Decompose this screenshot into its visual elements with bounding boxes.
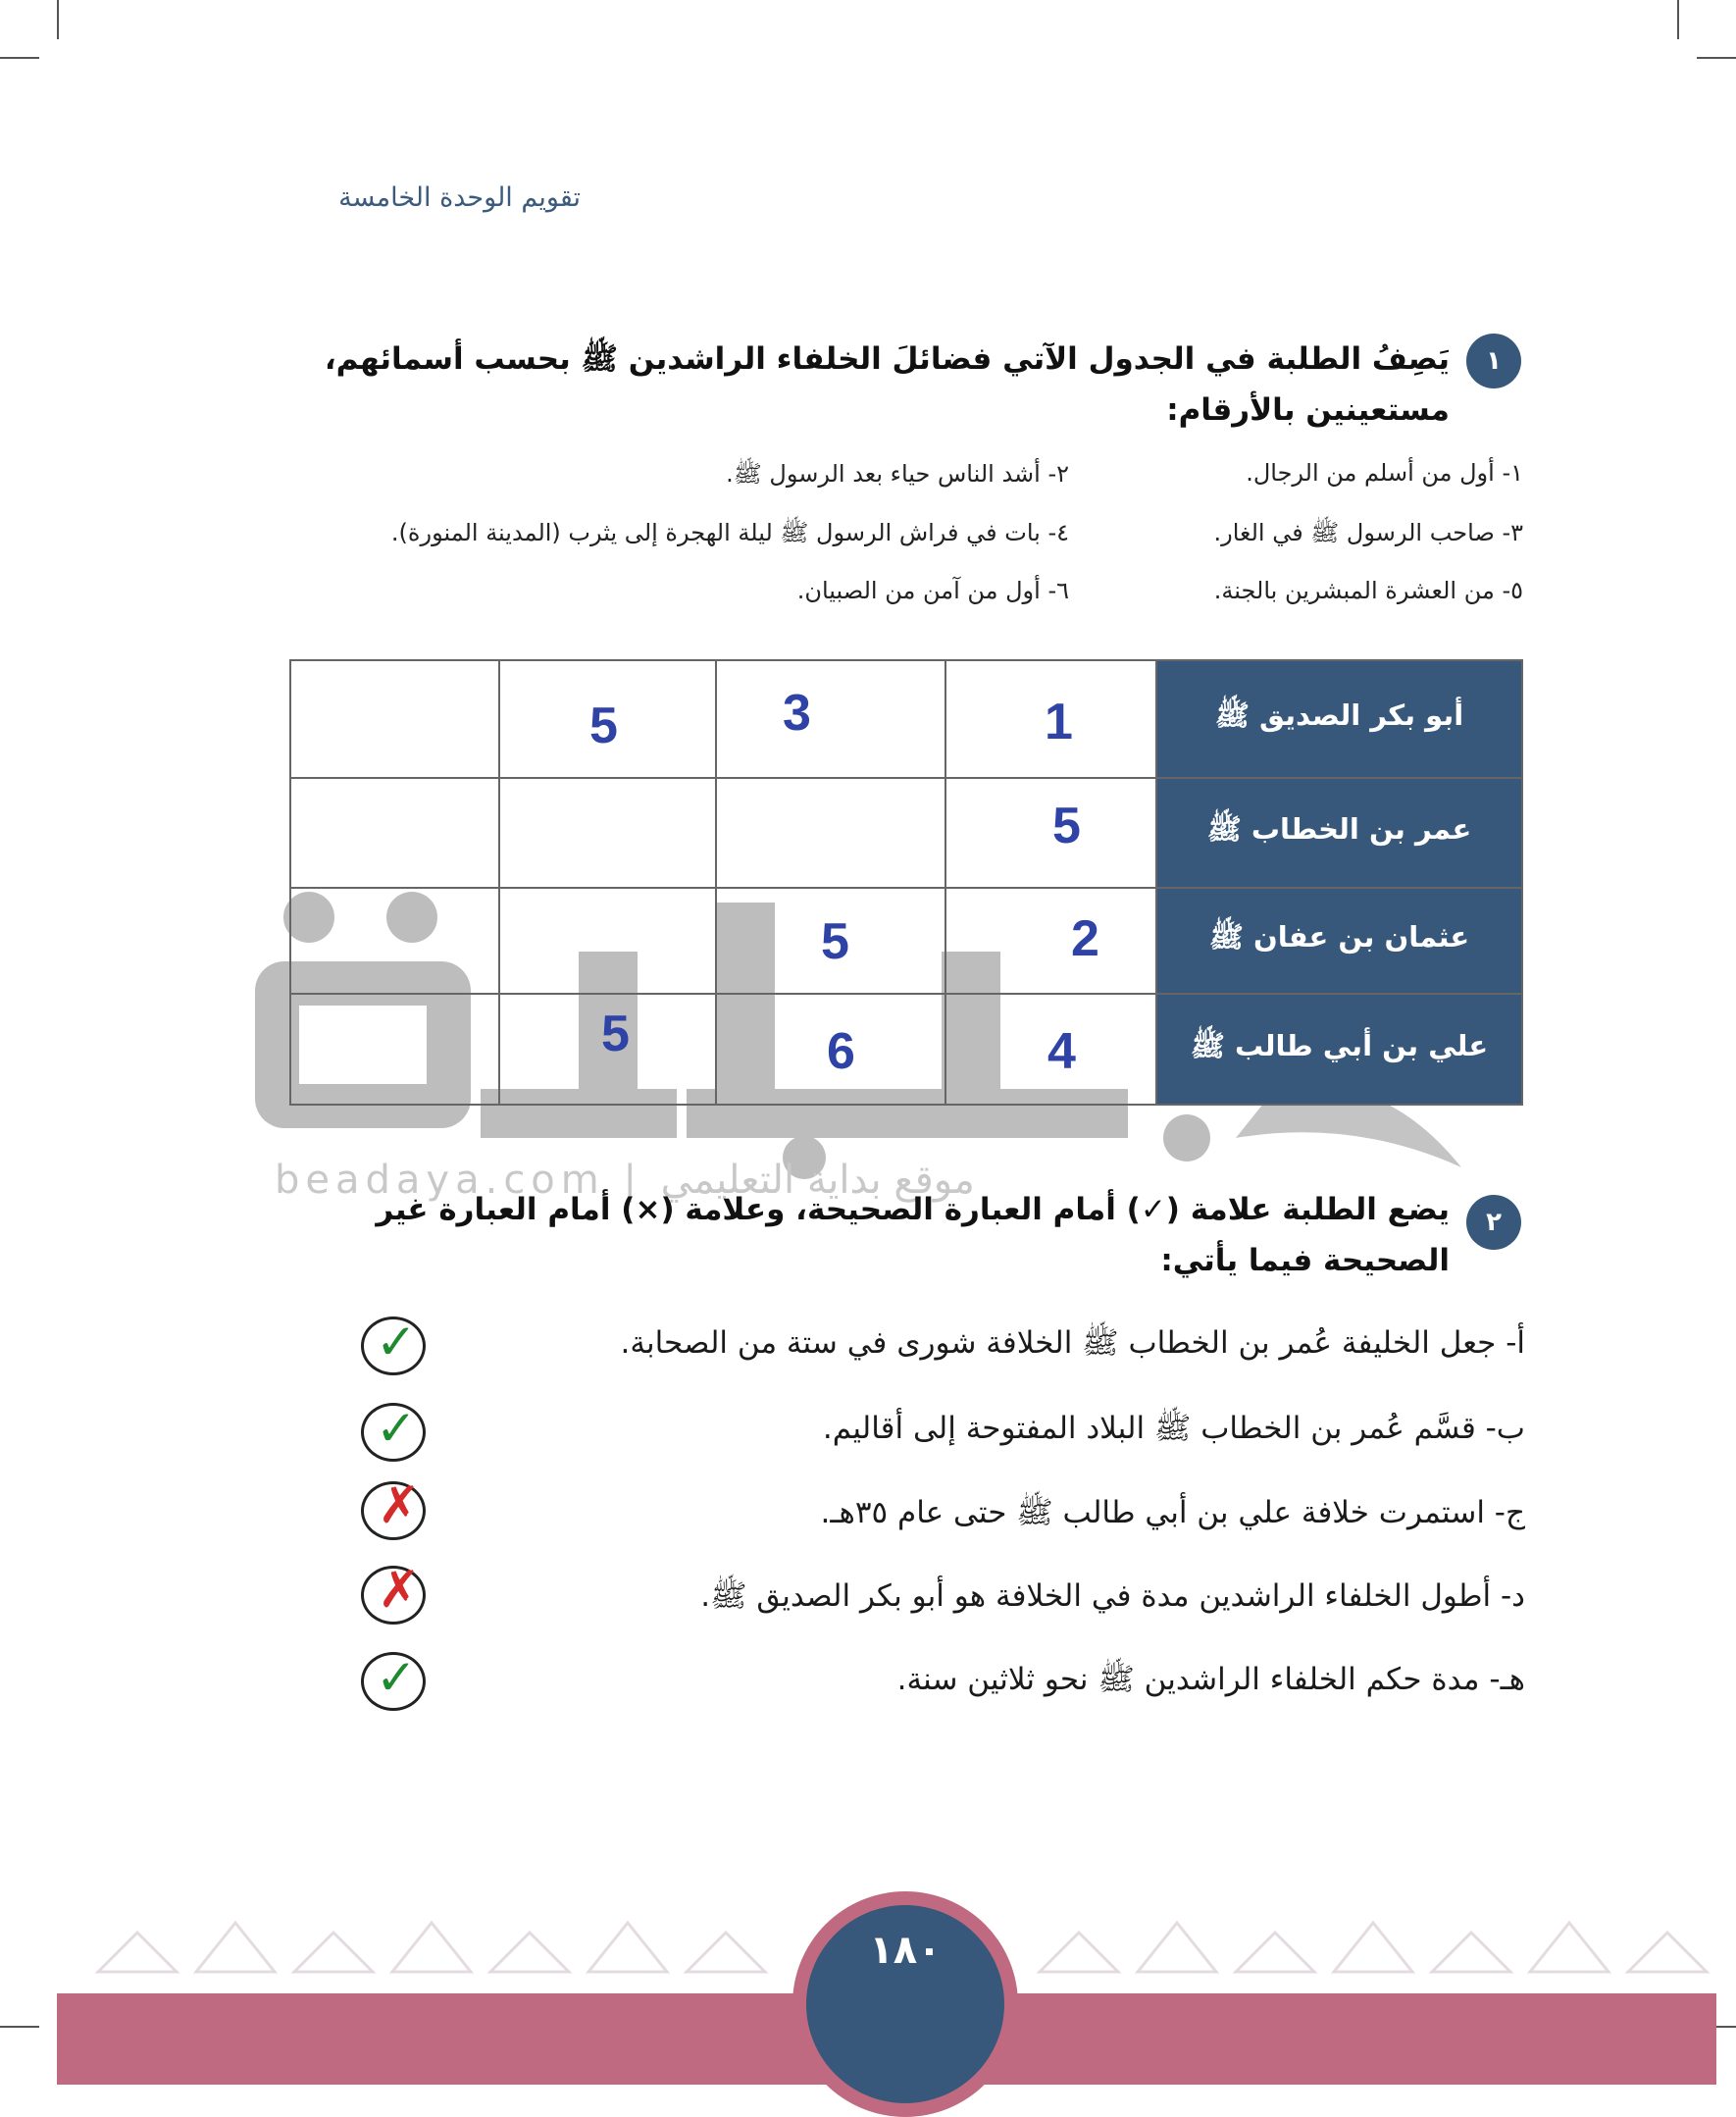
check-icon: ✓	[376, 1649, 417, 1706]
statement-b: ب- قسَّم عُمر بن الخطاب ﷺ البلاد المفتوحة إلى أقاليم.	[822, 1411, 1525, 1446]
answer-cell	[715, 659, 946, 779]
crop-mark	[1677, 0, 1679, 39]
question-1-badge: ١	[1466, 334, 1521, 388]
question-2-badge: ٢	[1466, 1195, 1521, 1250]
cross-icon: ✗	[378, 1476, 421, 1535]
crop-mark	[57, 0, 59, 39]
cross-mark-answer	[361, 1476, 426, 1540]
answer-number: 1	[1045, 694, 1073, 750]
statement-d: د- أطول الخلفاء الراشدين مدة في الخلافة هو أبو بكر الصديق ﷺ.	[700, 1578, 1525, 1614]
statement-e: هـ- مدة حكم الخلفاء الراشدين ﷺ نحو ثلاثين سنة.	[896, 1662, 1525, 1697]
crop-mark	[1697, 57, 1736, 59]
question-1-line-1: يَصِفُ الطلبة في الجدول الآتي فضائلَ الخلفاء الراشدين ﷺ بحسب أسمائهم،	[324, 341, 1450, 377]
check-icon: ✓	[376, 1314, 417, 1370]
crop-mark	[0, 57, 39, 59]
question-1-line-2: مستعينين بالأرقام:	[1166, 392, 1450, 428]
trait-item-1: ١- أول من أسلم من الرجال.	[1246, 459, 1523, 487]
trait-item-2: ٢- أشد الناس حياء بعد الرسول ﷺ.	[726, 460, 1069, 488]
answer-number: 5	[1052, 798, 1081, 854]
check-icon: ✓	[376, 1400, 417, 1457]
caliph-name-cell: أبو بكر الصديق ﷺ	[1155, 659, 1523, 779]
trait-item-3: ٣- صاحب الرسول ﷺ في الغار.	[1213, 519, 1523, 546]
answer-cell	[289, 887, 500, 995]
page-number: ١٨٠	[869, 1928, 942, 1973]
answer-cell	[498, 777, 717, 889]
watermark-site: beadaya.com | موقع بداية التعليمي	[275, 1158, 975, 1203]
answer-cell	[289, 777, 500, 889]
statement-c: ج- استمرت خلافة علي بن أبي طالب ﷺ حتى عام ٣٥هـ.	[820, 1495, 1525, 1530]
unit-title: تقويم الوحدة الخامسة	[338, 182, 581, 213]
question-2-line-2: الصحيحة فيما يأتي:	[1160, 1243, 1450, 1278]
answer-number: 4	[1047, 1023, 1076, 1080]
answer-cell	[289, 993, 500, 1106]
answer-number: 2	[1071, 910, 1099, 967]
answer-number: 3	[783, 685, 811, 742]
caliph-name-cell: عمر بن الخطاب ﷺ	[1155, 777, 1523, 889]
cross-mark-answer	[361, 1561, 426, 1625]
answer-cell	[715, 777, 946, 889]
answer-number: 5	[821, 913, 849, 970]
question-2-line-1: يضع الطلبة علامة (✓) أمام العبارة الصحيحة، وعلامة (×) أمام العبارة غير	[376, 1192, 1450, 1227]
answer-number: 6	[827, 1023, 855, 1080]
statement-a: أ- جعل الخليفة عُمر بن الخطاب ﷺ الخلافة شورى في ستة من الصحابة.	[620, 1325, 1525, 1361]
answer-cell	[945, 777, 1157, 889]
answer-number: 5	[589, 697, 618, 754]
check-mark-answer	[361, 1314, 426, 1375]
caliph-name-cell: عثمان بن عفان ﷺ	[1155, 887, 1523, 995]
check-mark-answer	[361, 1649, 426, 1711]
crop-mark	[0, 2026, 39, 2028]
trait-item-4: ٤- بات في فراش الرسول ﷺ ليلة الهجرة إلى يثرب (المدينة المنورة).	[390, 519, 1069, 546]
trait-item-6: ٦- أول من آمن من الصبيان.	[796, 577, 1069, 604]
answer-number: 5	[601, 1006, 630, 1062]
cross-icon: ✗	[378, 1561, 421, 1620]
trait-item-5: ٥- من العشرة المبشرين بالجنة.	[1213, 577, 1523, 604]
caliphs-table	[289, 659, 1523, 1106]
answer-cell	[498, 887, 717, 995]
answer-cell	[289, 659, 500, 779]
answer-cell	[945, 887, 1157, 995]
caliph-name-cell: علي بن أبي طالب ﷺ	[1155, 993, 1523, 1106]
check-mark-answer	[361, 1400, 426, 1462]
